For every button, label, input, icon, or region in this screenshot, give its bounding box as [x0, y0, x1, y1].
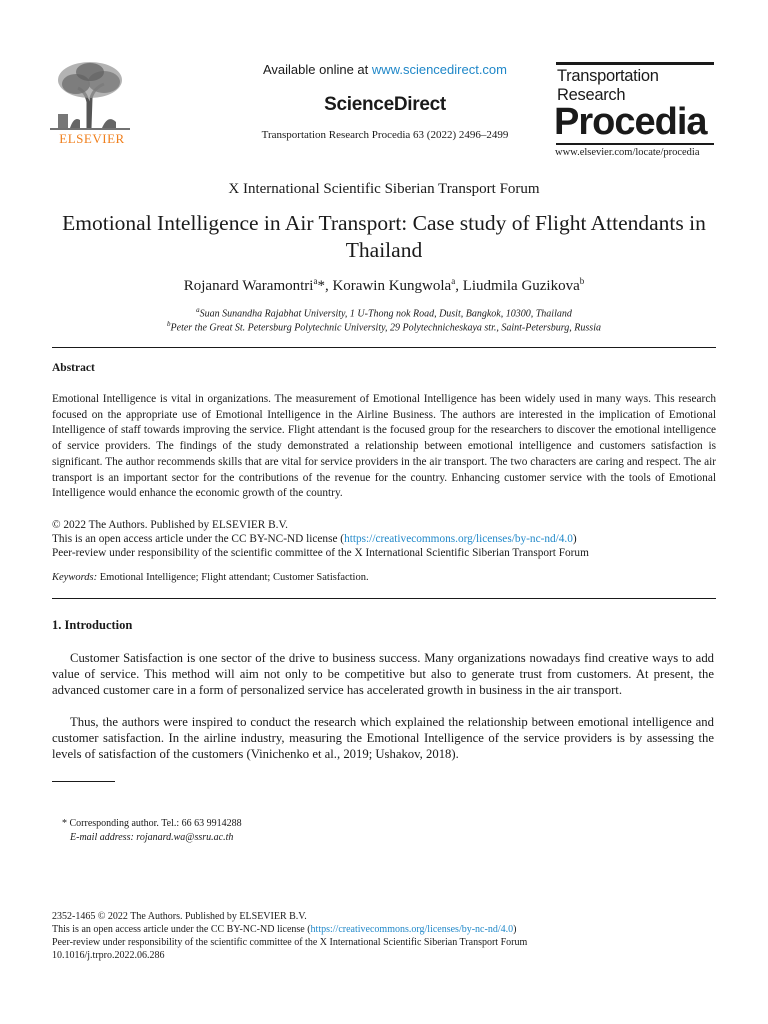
- keywords-label: Keywords:: [52, 572, 98, 583]
- affiliation-mark: a: [196, 306, 200, 314]
- sciencedirect-link[interactable]: www.sciencedirect.com: [371, 62, 507, 77]
- abstract-peer-review: Peer-review under responsibility of the scientific committee of the X International Scientific Siberian Transport Forum: [52, 547, 589, 559]
- corresponding-author-note: * Corresponding author. Tel.: 66 63 9914288: [62, 818, 242, 829]
- author-email: rojanard.wa@ssru.ac.th: [133, 832, 234, 843]
- keywords-list: Emotional Intelligence; Flight attendant; Customer Satisfaction.: [97, 572, 369, 583]
- license-link[interactable]: https://creativecommons.org/licenses/by-nc-nd/4.0: [310, 924, 514, 935]
- journal-logo-bottom-rule: [556, 143, 714, 145]
- author-name: Rojanard Waramontri: [183, 278, 314, 294]
- journal-logo-top-rule: [556, 62, 714, 65]
- author-list: [0, 276, 768, 295]
- elsevier-wordmark: ELSEVIER: [59, 131, 125, 146]
- available-online-label: Available online at: [262, 62, 372, 77]
- journal-reference: Transportation Research Procedia 63 (2022) 2496–2499: [261, 129, 509, 141]
- affiliation-text: Suan Sunandha Rajabhat University, 1 U-Thong nok Road, Dusit, Bangkok, 10300, Thailand: [199, 308, 572, 320]
- conference-name: X International Scientific Siberian Transport Forum: [228, 181, 540, 197]
- sciencedirect-wordmark: ScienceDirect: [324, 94, 446, 115]
- bottom-license-line: [52, 924, 516, 935]
- abstract-heading: Abstract: [52, 362, 95, 374]
- license-suffix: ): [572, 533, 577, 545]
- journal-url-link[interactable]: www.elsevier.com/locate/procedia: [555, 147, 700, 158]
- abstract-copyright: © 2022 The Authors. Published by ELSEVIER B.V.: [52, 519, 288, 531]
- author-separator: ,: [455, 278, 463, 294]
- paper-title: Emotional Intelligence in Air Transport: Case study of Flight Attendants in Thailand: [62, 211, 706, 262]
- license-prefix: This is an open access article under the CC BY-NC-ND license (: [52, 924, 311, 935]
- author-name: Liudmila Guzikova: [462, 278, 580, 294]
- journal-logo-line-2: Research: [557, 86, 626, 104]
- affiliation-mark: b: [167, 320, 171, 328]
- affiliation-text: Peter the Great St. Petersburg Polytechnic University, 29 Polytechnicheskaya str., Saint-Petersburg, Russia: [170, 322, 601, 334]
- author-separator: *,: [317, 278, 333, 294]
- affiliation-b: [0, 320, 768, 333]
- author-affiliation-mark: b: [579, 276, 585, 286]
- author-affiliation-mark: a: [313, 276, 318, 286]
- abstract-body: Emotional Intelligence is vital in organizations. The measurement of Emotional Intelligence has been widely used in many ways. This research focused on the appropriate use of Emotional Intelligence in the Airline Business. The authors are interested in the implication of Emotional Intelligence of staff towards improving the service. Flight attendant is the focused group for the researchers to discover the emotional intelligence of service providers. The findings of the study demonstrated a relationship between emotional intelligence and customers satisfaction is significant. The author recommends skills that are vital for service providers in the air transport. The two characters are caring and respect. The air transport is an important sector for the contributions of the revenue for the country. Enhancing customer service with the tools of Emotional Intelligence would enhance the economic growth of the country.: [52, 393, 716, 500]
- issn-copyright-line: 2352-1465 © 2022 The Authors. Published by ELSEVIER B.V.: [52, 911, 307, 922]
- journal-logo-procedia: Procedia: [554, 101, 707, 143]
- abstract-top-divider: [52, 347, 716, 348]
- keywords-line: [52, 572, 369, 583]
- license-prefix: This is an open access article under the CC BY-NC-ND license (: [52, 533, 345, 545]
- section-heading-introduction: 1. Introduction: [52, 618, 133, 632]
- author-name: Korawin Kungwola: [332, 278, 452, 294]
- introduction-paragraph-2: Thus, the authors were inspired to conduct the research which explained the relationship between emotional intelligence and customer satisfaction. In the airline industry, measuring the Emotional Intelligence of the service providers is by assessing the levels of satisfaction of the customers (Vinichenko et al., 2019; Ushakov, 2018).: [52, 715, 714, 761]
- journal-logo-line-1: Transportation: [557, 67, 659, 85]
- doi-line: 10.1016/j.trpro.2022.06.286: [52, 950, 165, 961]
- introduction-paragraph-1: Customer Satisfaction is one sector of the drive to business success. Many organizations nowadays find creative ways to add value of service. This method will aim not only to be competitive but also to generate trust from customers. At present, the advanced customer care in a form of personalized service has accelerated growth in business in the air transport.: [52, 651, 714, 697]
- footnote-divider: [52, 781, 115, 782]
- abstract-bottom-divider: [52, 598, 716, 599]
- bottom-peer-review-line: Peer-review under responsibility of the scientific committee of the X International Scientific Siberian Transport Forum: [52, 937, 528, 948]
- abstract-license: [52, 533, 577, 545]
- affiliation-a: [0, 306, 768, 319]
- available-online-line: [220, 62, 550, 77]
- email-label: E-mail address:: [70, 832, 134, 843]
- license-suffix: ): [513, 924, 517, 935]
- author-email-line: [70, 832, 233, 843]
- license-link[interactable]: https://creativecommons.org/licenses/by-nc-nd/4.0: [344, 533, 573, 545]
- author-affiliation-mark: a: [451, 276, 456, 286]
